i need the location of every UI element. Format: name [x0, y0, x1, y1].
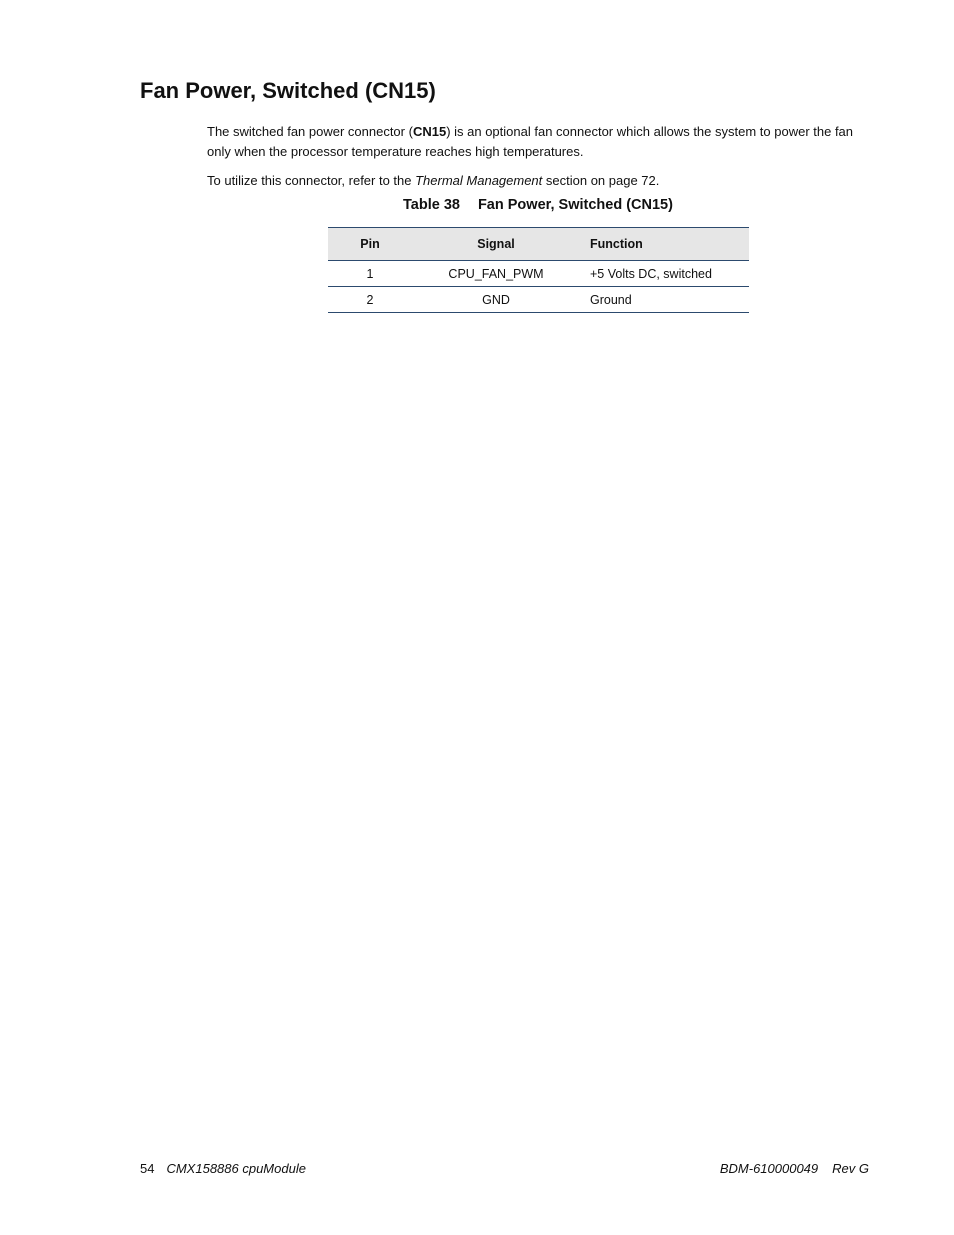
intro-text-start: The switched fan power connector ( [207, 124, 413, 139]
header-pin: Pin [328, 228, 412, 261]
cell-function: +5 Volts DC, switched [580, 261, 749, 287]
cell-signal: GND [412, 287, 580, 313]
reference-text-start: To utilize this connector, refer to the [207, 173, 416, 188]
cell-pin: 1 [328, 261, 412, 287]
cell-function: Ground [580, 287, 749, 313]
cell-pin: 2 [328, 287, 412, 313]
document-id: BDM-610000049 [719, 1161, 819, 1176]
section-heading: Fan Power, Switched (CN15) [140, 78, 436, 103]
table-row [328, 261, 749, 287]
page-number: 54 [140, 1161, 155, 1176]
intro-text-end: ) is an optional fan connector which allows the system to power the fan only when the processor temperature reaches high temperatures. [207, 124, 854, 159]
connector-name: CN15 [412, 124, 447, 139]
table-header-row [328, 228, 749, 261]
table-title: Fan Power, Switched (CN15) [477, 197, 673, 213]
header-function: Function [580, 228, 749, 261]
pin-table [328, 227, 749, 313]
table-caption [403, 197, 673, 213]
cell-signal: CPU_FAN_PWM [412, 261, 580, 287]
reference-text-end: section on page 72. [542, 173, 660, 188]
product-name: CMX158886 cpuModule [166, 1161, 306, 1176]
table-number: Table 38 [403, 197, 460, 213]
revision: Rev G [832, 1161, 869, 1176]
table-row [328, 287, 749, 313]
header-signal: Signal [412, 228, 580, 261]
footer-left [140, 1161, 306, 1176]
reference-link-text: Thermal Management [415, 173, 543, 188]
footer-right [720, 1161, 869, 1176]
intro-paragraph [207, 122, 871, 161]
reference-paragraph [207, 171, 871, 191]
